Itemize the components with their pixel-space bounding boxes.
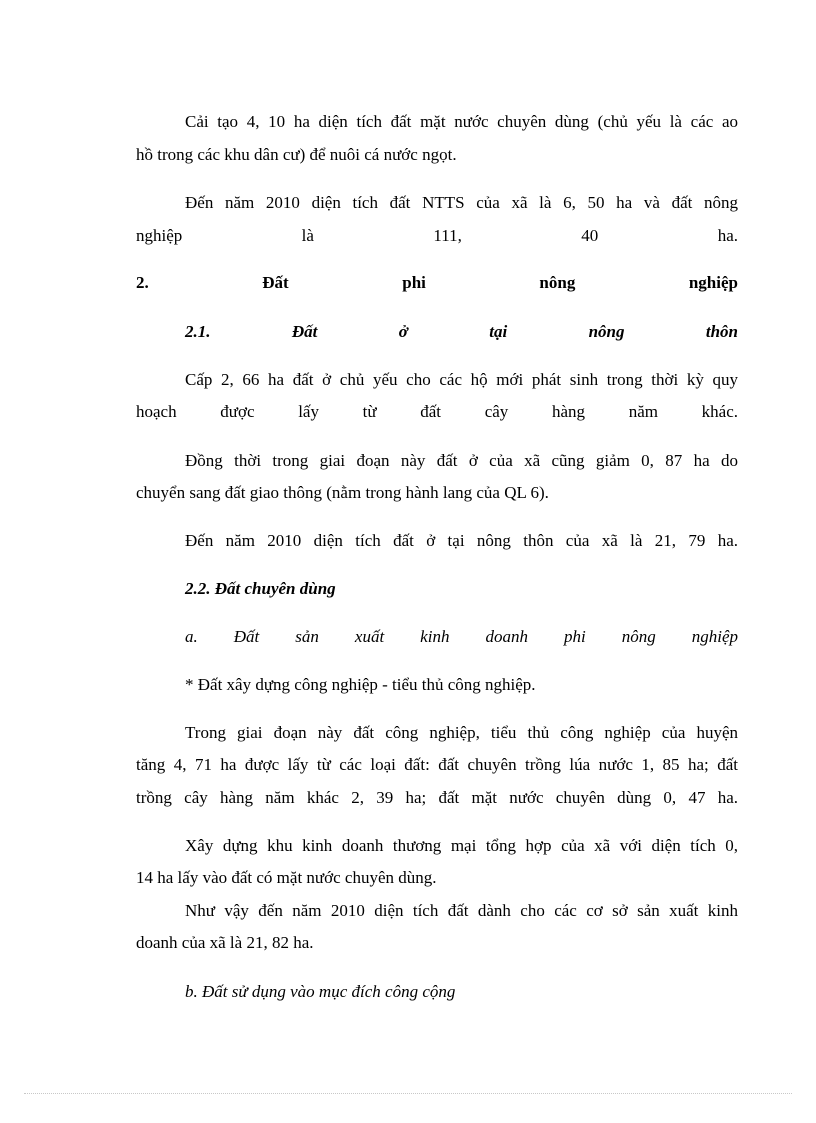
- bullet-line: * Đất xây dựng công nghiệp - tiểu thủ công nghiệp.: [185, 675, 536, 694]
- paragraph-line: tăng 4, 71 ha được lấy từ các loại đất: đất chuyên trồng lúa nước 1, 85 ha; đất: [136, 755, 738, 774]
- paragraph-line: 14 ha lấy vào đất có mặt nước chuyên dùng.: [136, 868, 437, 887]
- paragraph-line: nghiệp là 111, 40 ha.: [136, 226, 738, 245]
- sub-item-heading: b. Đất sử dụng vào mục đích công cộng: [185, 982, 456, 1001]
- paragraph-line: Cấp 2, 66 ha đất ở chủ yếu cho các hộ mới phát sinh trong thời kỳ quy: [185, 370, 738, 389]
- page-bottom-divider: [24, 1093, 792, 1094]
- paragraph-line: Đồng thời trong giai đoạn này đất ở của xã cũng giảm 0, 87 ha do: [185, 451, 738, 470]
- subsection-heading: 2.2. Đất chuyên dùng: [185, 579, 336, 598]
- paragraph-line: hoạch được lấy từ đất cây hàng năm khác.: [136, 402, 738, 421]
- subsection-heading: 2.1. Đất ở tại nông thôn: [185, 322, 738, 341]
- section-heading: 2. Đất phi nông nghiệp: [136, 273, 738, 292]
- paragraph-line: hồ trong các khu dân cư) để nuôi cá nước ngọt.: [136, 145, 457, 164]
- paragraph-line: Cải tạo 4, 10 ha diện tích đất mặt nước chuyên dùng (chủ yếu là các ao: [185, 112, 738, 131]
- paragraph-line: Xây dựng khu kinh doanh thương mại tổng hợp của xã với diện tích 0,: [185, 836, 738, 855]
- paragraph-line: doanh của xã là 21, 82 ha.: [136, 933, 314, 952]
- paragraph-line: chuyển sang đất giao thông (nằm trong hành lang của QL 6).: [136, 483, 549, 502]
- paragraph-line: Như vậy đến năm 2010 diện tích đất dành cho các cơ sở sản xuất kinh: [185, 901, 738, 920]
- paragraph-line: trồng cây hàng năm khác 2, 39 ha; đất mặt nước chuyên dùng 0, 47 ha.: [136, 788, 738, 807]
- paragraph-line: Trong giai đoạn này đất công nghiệp, tiểu thủ công nghiệp của huyện: [185, 723, 738, 742]
- paragraph-line: Đến năm 2010 diện tích đất NTTS của xã là 6, 50 ha và đất nông: [185, 193, 738, 212]
- sub-item-heading: a. Đất sản xuất kinh doanh phi nông nghiệp: [185, 627, 738, 646]
- paragraph-line: Đến năm 2010 diện tích đất ở tại nông thôn của xã là 21, 79 ha.: [185, 531, 738, 550]
